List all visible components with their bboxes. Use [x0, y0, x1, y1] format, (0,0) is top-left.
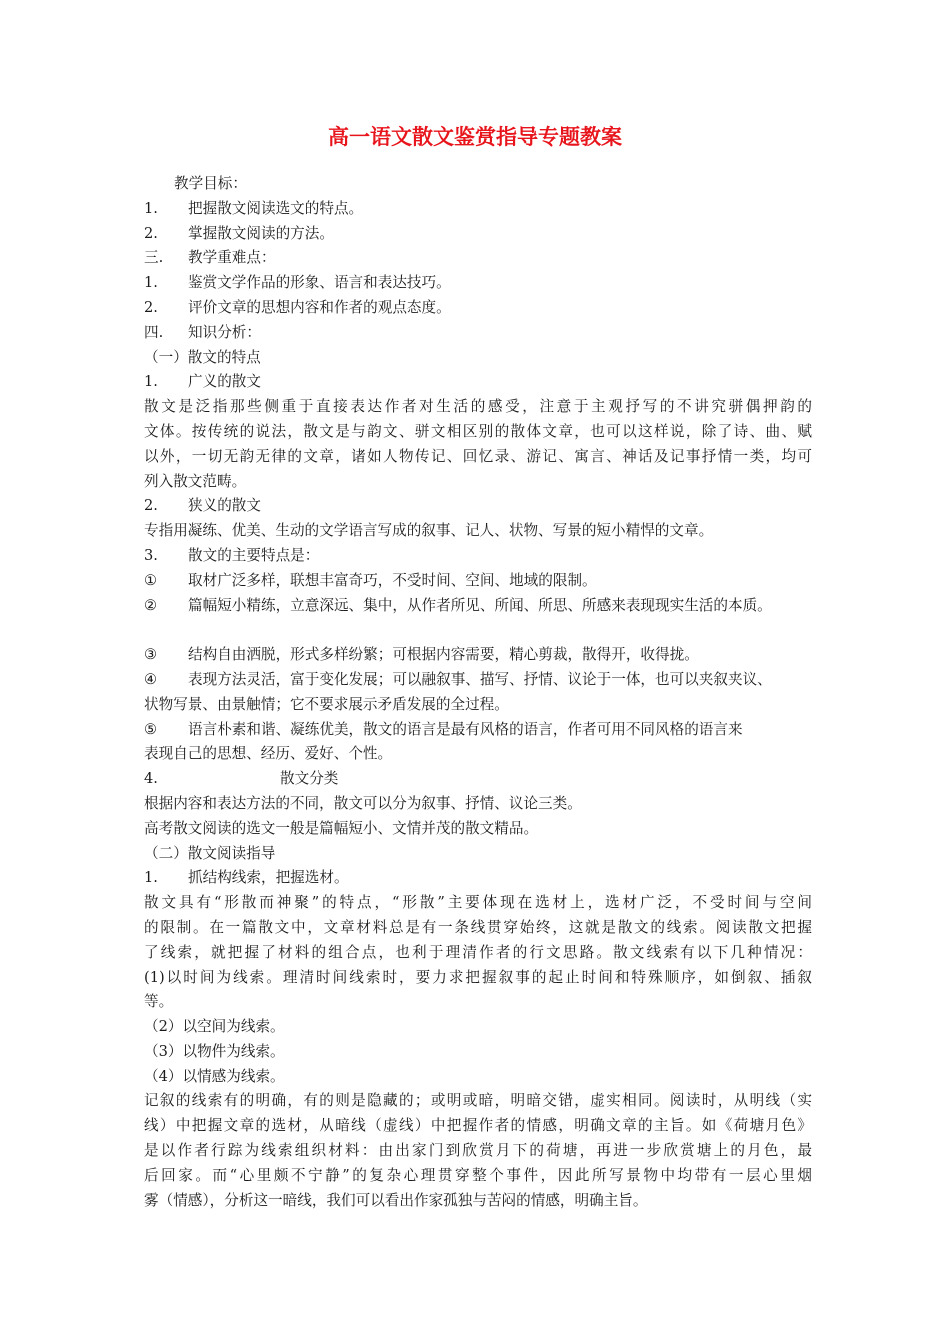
paragraph-line: 是以作者行踪为线索组织材料：由出家门到欣赏月下的荷塘，再进一步欣赏塘上的月色，最 — [144, 1142, 812, 1160]
paragraph-line: 散文具有“形散而神聚”的特点，“形散”主要体现在选材上，选材广泛，不受时间与空间 — [144, 894, 812, 912]
paragraph-line: 的限制。在一篇散文中，文章材料总是有一条线贯穿始终，这就是散文的线索。阅读散文把握 — [144, 918, 812, 936]
analysis-heading: 四. 知识分析： — [144, 323, 261, 341]
objective-item: 2. 掌握散文阅读的方法。 — [144, 224, 334, 242]
document-body — [144, 172, 812, 1213]
feature-item: ② 篇幅短小精练，立意深远、集中，从作者所见、所闻、所思、所感来表现现实生活的本质。 — [144, 596, 772, 614]
objectives-heading: 教学目标： — [174, 175, 247, 192]
narrow-heading: 2. 狭义的散文 — [144, 497, 261, 515]
classification-heading: 4. 散文分类 — [144, 770, 339, 788]
objective-item: 1. 把握散文阅读选文的特点。 — [144, 199, 364, 217]
paragraph-line: 散文是泛指那些侧重于直接表达作者对生活的感受，注意于主观抒写的不讲究骈偶押韵的 — [144, 398, 812, 416]
blank-line — [144, 618, 812, 643]
part2-heading: （二）散文阅读指导 — [144, 844, 276, 862]
feature-item: ⑤ 语言朴素和谐、凝练优美，散文的语言是最有风格的语言，作者可用不同风格的语言来 — [144, 720, 743, 738]
paragraph-line: (1)以时间为线索。理清时间线索时，要力求把握叙事的起止时间和特殊顺序，如倒叙、插叙 — [144, 968, 812, 986]
paragraph-line: 雾（情感），分析这一暗线，我们可以看出作家孤独与苦闷的情感，明确主旨。 — [144, 1191, 648, 1209]
document-title: 高一语文散文鉴赏指导专题教案 — [328, 125, 622, 149]
paragraph-line: 了线索，就把握了材料的组合点，也利于理清作者的行文思路。散文线索有以下几种情况： — [144, 943, 812, 961]
paragraph-line: 以外，一切无韵无律的文章，诸如人物传记、回忆录、游记、寓言、神话及记事抒情一类，均可 — [144, 447, 812, 465]
part1-heading: （一）散文的特点 — [144, 348, 261, 366]
difficulties-heading: 三. 教学重难点： — [144, 249, 276, 267]
paragraph-line: 等。 — [144, 993, 174, 1011]
paragraph-line: 列入散文范畴。 — [144, 472, 247, 490]
clue-item: （3）以物件为线索。 — [144, 1042, 285, 1060]
part2-sub-heading: 1. 抓结构线索，把握选材。 — [144, 869, 349, 887]
broad-heading: 1. 广义的散文 — [144, 373, 261, 391]
paragraph-line: 专指用凝练、优美、生动的文学语言写成的叙事、记人、状物、写景的短小精悍的文章。 — [144, 522, 714, 540]
feature-item: ③ 结构自由洒脱，形式多样纷繁；可根据内容需要，精心剪裁，散得开，收得拢。 — [144, 646, 699, 664]
feature-item: ① 取材广泛多样，联想丰富奇巧，不受时间、空间、地域的限制。 — [144, 571, 597, 589]
paragraph-line: 线）中把握文章的选材，从暗线（虚线）中把握作者的情感，明确文章的主旨。如《荷塘月色》 — [144, 1117, 812, 1135]
difficulty-item: 1. 鉴赏文学作品的形象、语言和表达技巧。 — [144, 274, 451, 292]
feature-item-continuation: 表现自己的思想、经历、爱好、个性。 — [144, 745, 393, 763]
clue-item: （4）以情感为线索。 — [144, 1067, 285, 1085]
difficulty-item: 2. 评价文章的思想内容和作者的观点态度。 — [144, 298, 451, 316]
paragraph-line: 文体。按传统的说法，散文是与韵文、骈文相区别的散体文章，也可以这样说，除了诗、曲、赋 — [144, 422, 812, 440]
feature-item: ④ 表现方法灵活，富于变化发展；可以融叙事、描写、抒情、议论于一体，也可以夹叙夹议、 — [144, 670, 772, 688]
feature-item-continuation: 状物写景、由景触情；它不要求展示矛盾发展的全过程。 — [144, 695, 509, 713]
features-heading: 3. 散文的主要特点是： — [144, 546, 320, 564]
paragraph-line: 后回家。而“心里颇不宁静”的复杂心理贯穿整个事件，因此所写景物中均带有一层心里烟 — [144, 1166, 812, 1184]
paragraph-line: 高考散文阅读的选文一般是篇幅短小、文情并茂的散文精品。 — [144, 819, 539, 837]
clue-item: （2）以空间为线索。 — [144, 1018, 285, 1036]
paragraph-line: 根据内容和表达方法的不同，散文可以分为叙事、抒情、议论三类。 — [144, 794, 582, 812]
paragraph-line: 记叙的线索有的明确，有的则是隐藏的；或明或暗，明暗交错，虚实相同。阅读时，从明线（实 — [144, 1092, 812, 1110]
